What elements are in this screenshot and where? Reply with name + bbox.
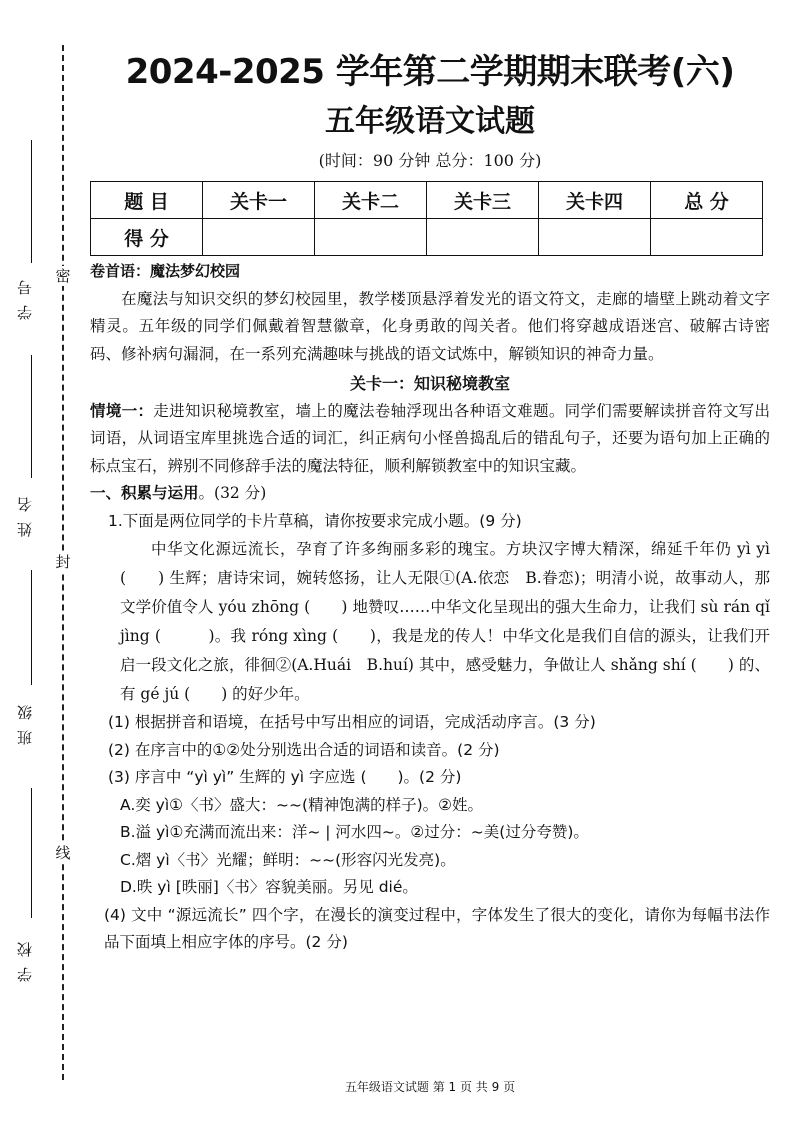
exam-body bbox=[90, 258, 770, 957]
preface-heading: 卷首语：魔法梦幻校园 bbox=[90, 262, 241, 280]
score-header-cell: 关卡二 bbox=[315, 182, 427, 219]
q1-option-d: D.昳 yì [昳丽]〈书〉容貌美丽。另见 dié。 bbox=[120, 878, 418, 896]
score-table bbox=[90, 181, 763, 256]
q1-option-a: A.奕 yì①〈书〉盛大：~~(精神饱满的样子)。②姓。 bbox=[120, 795, 484, 814]
q1-sub-3: (3) 序言中 “yì yì” 生辉的 yì 字应选 ( )。(2 分) bbox=[108, 768, 462, 786]
score-cell[interactable] bbox=[651, 219, 763, 256]
section1-heading bbox=[90, 480, 770, 508]
seal-char-mi: 密 bbox=[55, 267, 71, 285]
section1-points: 。(32 分) bbox=[198, 484, 267, 502]
score-cell[interactable] bbox=[203, 219, 315, 256]
score-row-label: 得 分 bbox=[91, 219, 203, 256]
school-label: 学校 bbox=[16, 932, 34, 982]
exam-title: 2024-2025 学年第二学期期末联考(六) bbox=[125, 52, 735, 92]
level1-context bbox=[90, 398, 770, 481]
context-text: 走进知识秘境教室，墙上的魔法卷轴浮现出各种语文难题。同学们需要解读拼音符文写出词语，从词语宝库里挑选合适的词汇，纠正病句小怪兽捣乱后的错乱句子，还要为语句加上正确的标点宝石，辨别不同修辞手法的魔法特征，顺利解锁教室中的知识宝藏。 bbox=[90, 401, 770, 475]
preface-body: 在魔法与知识交织的梦幻校园里，教学楼顶悬浮着发光的语文符文，走廊的墙壁上跳动着文字精灵。五年级的同学们佩戴着智慧徽章，化身勇敢的闯关者。他们将穿越成语迷宫、破解古诗密码、修补病句漏洞，在一系列充满趣味与挑战的语文试炼中，解锁知识的神奇力量。 bbox=[90, 289, 770, 363]
student-id-line[interactable] bbox=[31, 140, 32, 263]
score-cell[interactable] bbox=[315, 219, 427, 256]
q1-prompt: 1.下面是两位同学的卡片草稿，请你按要求完成小题。(9 分) bbox=[108, 511, 522, 530]
level1-heading: 关卡一：知识秘境教室 bbox=[349, 374, 510, 393]
student-id-label: 学号 bbox=[16, 270, 34, 320]
score-table-value-row bbox=[91, 219, 763, 256]
q1-sub-4: (4) 文中 “源远流长” 四个字，在漫长的演变过程中，字体发生了很大的变化，请你为每幅书法作品下面填上相应字体的序号。(2 分) bbox=[104, 905, 770, 951]
name-label: 姓名 bbox=[16, 487, 34, 537]
section1-title: 一、积累与运用 bbox=[90, 484, 199, 502]
score-cell[interactable] bbox=[427, 219, 539, 256]
score-header-cell: 题 目 bbox=[91, 182, 203, 219]
name-line[interactable] bbox=[31, 355, 32, 478]
q1-sub-1: (1) 根据拼音和语境，在括号中写出相应的词语，完成活动序言。(3 分) bbox=[108, 713, 596, 731]
school-line[interactable] bbox=[31, 788, 32, 918]
context-label: 情境一： bbox=[90, 401, 154, 420]
seal-char-xian: 线 bbox=[55, 844, 71, 862]
score-cell[interactable] bbox=[539, 219, 651, 256]
q1-passage: 中华文化源远流长，孕育了许多绚丽多彩的瑰宝。方块汉字博大精深，绵延千年仍 yì yì ( ) 生辉；唐诗宋词，婉转悠扬，让人无限①(A.依恋 B.眷恋)；明清小说，故事动人，那文学价值令人 yóu zhōng ( ) 地赞叹……中华文化呈现出的强大生命力，让我们 sù rán qǐ jìng ( )。我 róng xìng ( )，我是龙的传人！中华文化是我们自信的源头，让我们开启一段文化之旅，徘徊②(A.Huái B.huí) 其中，感受魅力，争做让人 shǎng shí ( ) 的、有 gé jú ( ) 的好少年。 bbox=[120, 540, 770, 703]
q1-option-b: B.溢 yì①充满而流出来：洋~ | 河水四~。②过分：~美(过分夸赞)。 bbox=[120, 823, 589, 841]
q1-sub-2: (2) 在序言中的①②处分别选出合适的词语和读音。(2 分) bbox=[108, 740, 500, 759]
score-header-cell: 关卡四 bbox=[539, 182, 651, 219]
score-table-header-row bbox=[91, 182, 763, 219]
binding-margin bbox=[0, 0, 90, 1122]
seal-char-feng: 封 bbox=[55, 553, 71, 571]
score-header-cell: 总 分 bbox=[651, 182, 763, 219]
score-header-cell: 关卡一 bbox=[203, 182, 315, 219]
page-footer: 五年级语文试题 第 1 页 共 9 页 bbox=[344, 1080, 516, 1094]
class-line[interactable] bbox=[31, 570, 32, 685]
score-header-cell: 关卡三 bbox=[427, 182, 539, 219]
exam-meta: (时间：90 分钟 总分：100 分) bbox=[318, 151, 542, 170]
exam-subtitle: 五年级语文试题 bbox=[325, 104, 535, 139]
class-label: 班级 bbox=[16, 695, 34, 745]
q1-option-c: C.熠 yì〈书〉光耀；鲜明：~~(形容闪光发亮)。 bbox=[120, 850, 456, 869]
